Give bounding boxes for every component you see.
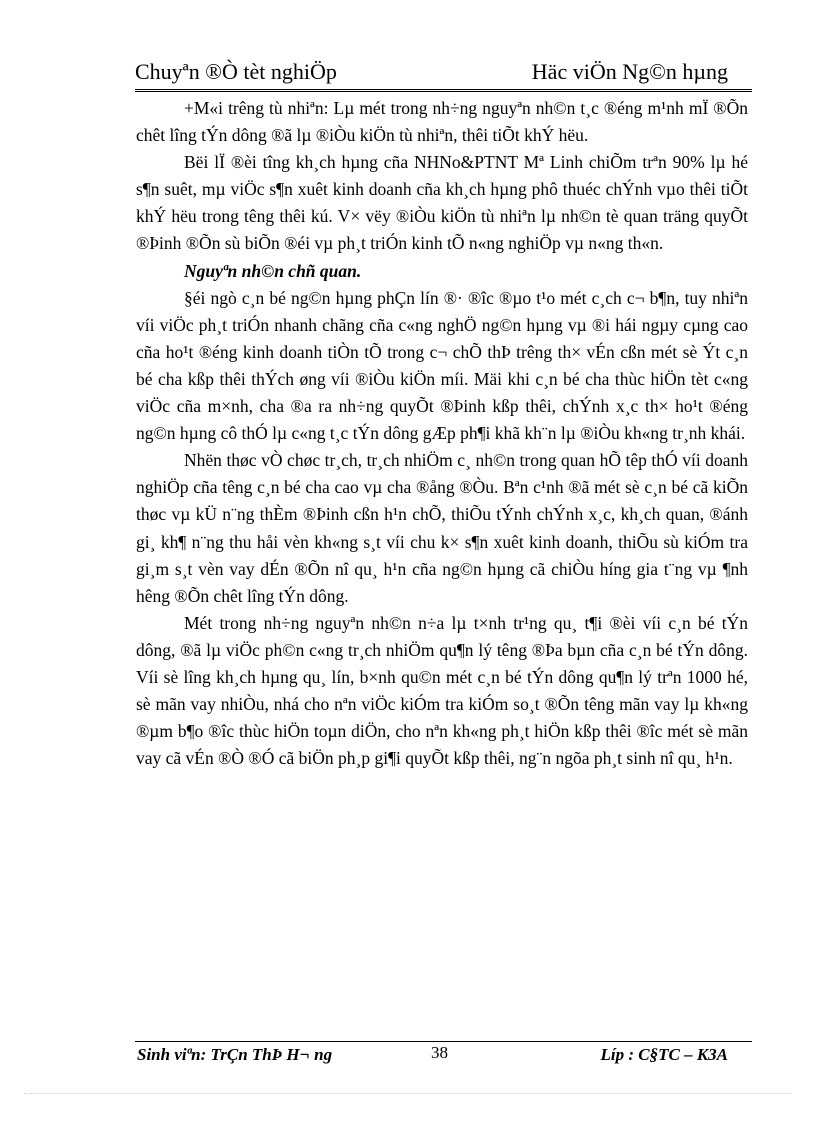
header-institution: Häc viÖn Ng©n hµng — [531, 59, 728, 84]
page-footer — [135, 1043, 752, 1069]
header-divider — [135, 89, 752, 92]
paragraph-customer-base: Bëi lÏ ®èi tîng kh¸ch hµng cña NHNo&PTNT Mª Linh chiÕm trªn 90% lµ hé s¶n suêt, mµ viÖc s¶n xuêt kinh doanh cña kh¸ch hµng phô thuéc chÝnh vµo thêi tiÕt khÝ hëu trong têng thêi kú. V× vëy ®iÒu kiÖn tù nhiªn lµ nh©n tè quan träng quyÕt ®Þinh ®Õn sù biÕn ®éi vµ ph¸t triÓn kinh tÕ n«ng nghiÖp vµ n«ng th«n. — [136, 152, 748, 254]
header-document-type: Chuyªn ®Ò tèt nghiÖp — [135, 59, 337, 84]
footer-class-code: Líp : C§TC – K3A — [600, 1045, 728, 1064]
paragraph-staff-training: §éi ngò c¸n bé ng©n hµng phÇn lín ®· ®îc ®µo t¹o mét c¸ch c¬ b¶n, tuy nhiªn víi viÖc ph¸t triÓn nhanh chãng cña c«ng nghÖ ng©n hµng vµ ®i hái ngµy cµng cao cña ho¹t ®éng kinh doanh tiÒn tÕ trong c¬ chÕ thÞ trêng th× vÉn cßn mét sè Ýt c¸n bé cha kßp thêi thÝch øng víi ®iÒu kiÖn míi. Mäi khi c¸n bé cha thùc hiÖn tèt c«ng viÖc cña m×nh, cha ®a ra nh÷ng quyÕt ®Þinh kßp thêi, chÝnh x¸c th× ho¹t ®éng ng©n hµng cô thÓ lµ c«ng t¸c tÝn dông gÆp ph¶i khã kh¨n lµ ®iÒu kh«ng tr¸nh khái. — [136, 287, 748, 444]
page-number: 38 — [431, 1043, 448, 1062]
paragraph-natural-environment: +M«i trêng tù nhiªn: Lµ mét trong nh÷ng nguyªn nh©n t¸c ®éng m¹nh mÏ ®Õn chêt lîng tÝn dông ®ã lµ ®iÒu kiÖn tù nhiªn, thêi tiÕt khÝ hëu. — [136, 98, 748, 146]
page-bottom-border — [24, 1093, 792, 1094]
section-heading-subjective-causes: Nguyªn nh©n chñ quan. — [184, 260, 362, 281]
body-text — [136, 95, 748, 772]
footer-student-name: Sinh viªn: TrÇn ThÞ H¬ ng — [137, 1045, 333, 1064]
paragraph-workload: Mét trong nh÷ng nguyªn nh©n n÷a lµ t×nh tr¹ng qu¸ t¶i ®èi víi c¸n bé tÝn dông, ®ã lµ viÖc ph©n c«ng tr¸ch nhiÖm qu¶n lý têng ®Þa bµn cña c¸n bé tÝn dông. Víi sè lîng kh¸ch hµng qu¸ lín, b×nh qu©n mét c¸n bé tÝn dông qu¶n lý trªn 1000 hé, sè mãn vay nhiÒu, nhá cho nªn viÖc kiÓm tra kiÓm so¸t ®Õn têng mãn vay lµ kh«ng ®µm b¶o ®îc thùc hiÖn toµn diÖn, cho nªn kh«ng ph¸t hiÖn kßp thêi ®îc mét sè mãn vay cã vÉn ®Ò ®Ó cã biÖn ph¸p gi¶i quyÕt kßp thêi, ng¨n ngõa ph¸t sinh nî qu¸ h¹n. — [136, 612, 748, 769]
page-header — [135, 58, 752, 90]
paragraph-responsibility-awareness: Nhën thøc vÒ chøc tr¸ch, tr¸ch nhiÖm c¸ nh©n trong quan hÕ têp thÓ víi doanh nghiÖp cña têng c¸n bé cha cao vµ cha ®ång ®Òu. Bªn c¹nh ®ã mét sè c¸n bé cã kiÕn thøc vµ kÜ n¨ng thÈm ®Þinh cßn h¹n chÕ, thiÕu tÝnh chÝnh x¸c, kh¸ch quan, ®ánh gi¸ kh¶ n¨ng thu håi vèn kh«ng s¸t víi chu k× s¶n xuêt kinh doanh, thiÕu sù kiÓm tra gi¸m s¸t vèn vay dÉn ®Õn nî qu¸ h¹n cña ng©n hµng cã chiÒu híng gia t¨ng vµ ¶nh hêng ®Õn chêt lîng tÝn dông. — [136, 450, 748, 606]
